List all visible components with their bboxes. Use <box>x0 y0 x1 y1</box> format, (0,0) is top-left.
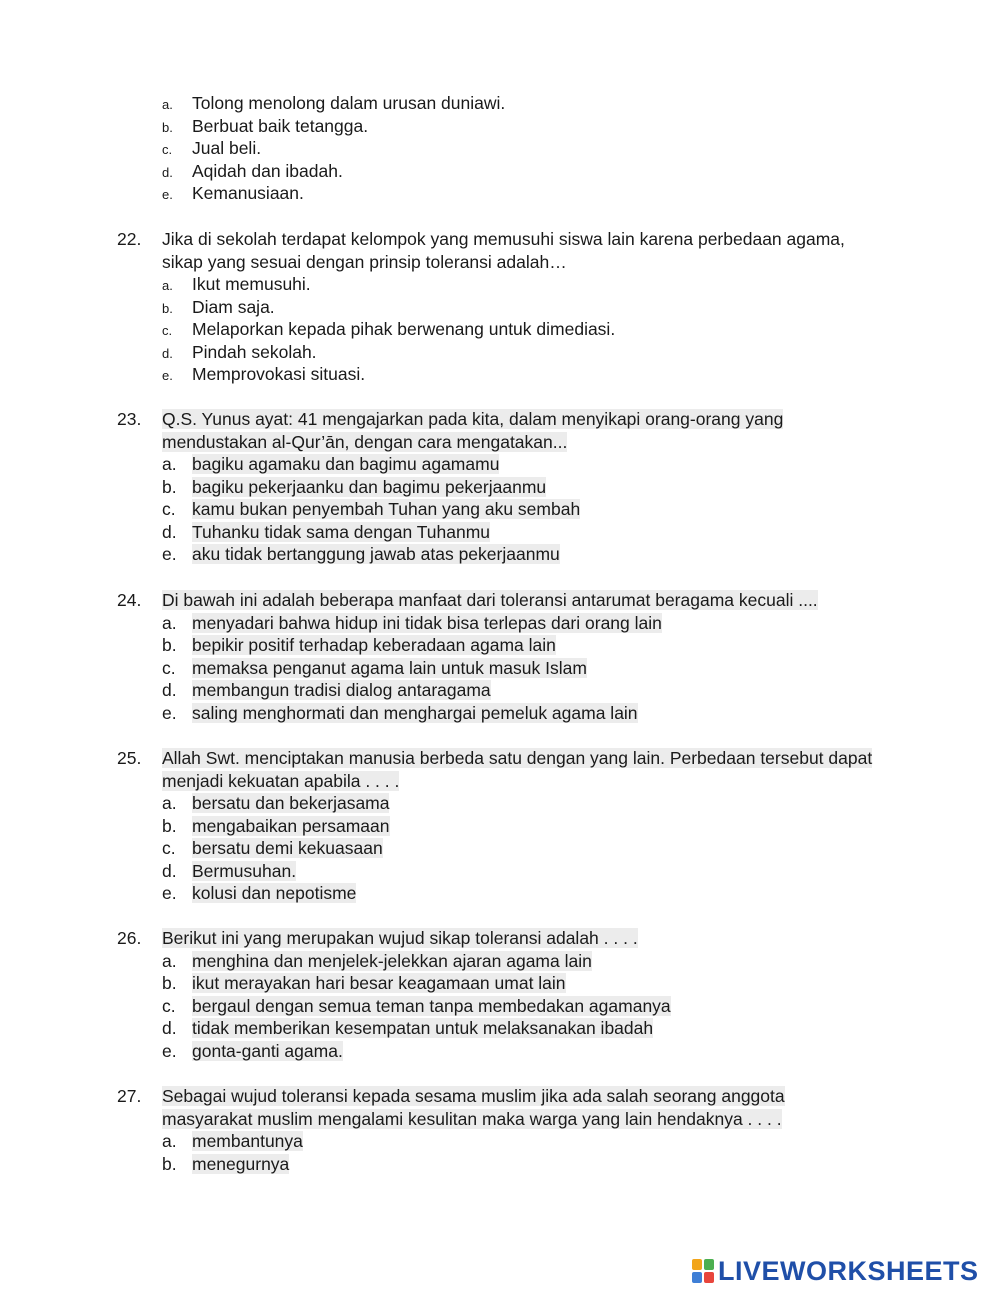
option-row[interactable] <box>162 92 505 115</box>
option-row[interactable] <box>162 115 505 138</box>
option-text: menegurnya <box>192 1153 290 1174</box>
option-letter: a. <box>162 97 173 112</box>
option-row[interactable] <box>162 296 917 319</box>
question-21-options <box>162 92 505 205</box>
option-row[interactable] <box>162 995 917 1018</box>
option-text: aku tidak bertanggung jawab atas pekerjaanmu <box>192 544 560 564</box>
question-text: Di bawah ini adalah beberapa manfaat dari toleransi antarumat beragama kecuali .... <box>162 590 818 610</box>
option-row[interactable] <box>162 318 917 341</box>
option-text: bersatu dan bekerjasama <box>192 793 390 813</box>
option-row[interactable] <box>162 498 917 521</box>
question-25 <box>117 747 917 905</box>
question-text: Q.S. Yunus ayat: 41 mengajarkan pada kita, dalam menyikapi orang-orang yang mendustakan al-Qur’ān, dengan cara mengatakan... <box>162 409 784 452</box>
option-letter: a. <box>162 612 177 633</box>
option-row[interactable] <box>162 160 505 183</box>
option-text: bagiku agamaku dan bagimu agamamu <box>192 454 500 474</box>
option-row[interactable] <box>162 1040 917 1063</box>
option-text: Aqidah dan ibadah. <box>192 160 343 181</box>
option-row[interactable] <box>162 679 917 702</box>
option-letter: e. <box>162 368 173 383</box>
option-text: mengabaikan persamaan <box>192 815 390 836</box>
option-row[interactable] <box>162 837 917 860</box>
option-text: Tolong menolong dalam urusan duniawi. <box>192 93 506 113</box>
option-text: Ikut memusuhi. <box>192 274 311 294</box>
logo-text: LIVEWORKSHEETS <box>718 1255 979 1286</box>
option-text: menghina dan menjelek-jelekkan ajaran agama lain <box>192 950 592 971</box>
option-text: memaksa penganut agama lain untuk masuk Islam <box>192 657 587 678</box>
option-letter: a. <box>162 950 177 971</box>
option-letter: c. <box>162 657 176 678</box>
option-row[interactable] <box>162 543 917 566</box>
question-24 <box>117 589 917 724</box>
question-number: 23. <box>117 409 142 429</box>
option-text: kamu bukan penyembah Tuhan yang aku sembah <box>192 499 581 519</box>
option-row[interactable] <box>162 950 917 973</box>
option-letter: d. <box>162 345 173 361</box>
option-letter: b. <box>162 973 177 993</box>
option-letter: c. <box>162 142 173 157</box>
option-letter: d. <box>162 680 177 700</box>
option-letter: e. <box>162 187 173 202</box>
option-row[interactable] <box>162 657 917 680</box>
option-text: membantunya <box>192 1131 303 1151</box>
option-letter: c. <box>162 838 176 858</box>
option-letter: c. <box>162 499 176 519</box>
option-text: bagiku pekerjaanku dan bagimu pekerjaanmu <box>192 476 547 497</box>
liveworksheets-logo-icon <box>692 1259 714 1283</box>
question-text: Sebagai wujud toleransi kepada sesama muslim jika ada salah seorang anggota masyarakat muslim mengalami kesulitan maka warga yang lain hendaknya . . . . <box>162 1086 785 1129</box>
option-letter: b. <box>162 1153 177 1174</box>
option-letter: a. <box>162 793 177 813</box>
option-text: Berbuat baik tetangga. <box>192 115 369 136</box>
option-text: Tuhanku tidak sama dengan Tuhanmu <box>192 521 491 542</box>
option-row[interactable] <box>162 972 917 995</box>
option-letter: d. <box>162 1018 177 1038</box>
question-number: 24. <box>117 590 142 610</box>
option-row[interactable] <box>162 1017 917 1040</box>
option-letter: c. <box>162 323 173 338</box>
option-letter: d. <box>162 860 177 881</box>
option-letter: b. <box>162 476 177 497</box>
option-text: saling menghormati dan menghargai pemeluk agama lain <box>192 702 638 723</box>
option-text: Diam saja. <box>192 296 275 317</box>
question-text: Berikut ini yang merupakan wujud sikap toleransi adalah . . . . <box>162 928 638 948</box>
option-row[interactable] <box>162 1153 917 1176</box>
option-row[interactable] <box>162 363 917 386</box>
option-letter: e. <box>162 544 177 564</box>
question-26 <box>117 927 917 1062</box>
option-text: tidak memberikan kesempatan untuk melaksanakan ibadah <box>192 1018 654 1038</box>
liveworksheets-logo[interactable] <box>692 1256 979 1286</box>
option-letter: d. <box>162 521 177 542</box>
option-text: menyadari bahwa hidup ini tidak bisa terlepas dari orang lain <box>192 612 662 633</box>
option-letter: e. <box>162 1040 177 1061</box>
option-row[interactable] <box>162 702 917 725</box>
option-text: Bermusuhan. <box>192 860 297 881</box>
option-row[interactable] <box>162 882 917 905</box>
option-row[interactable] <box>162 182 505 205</box>
option-letter: e. <box>162 702 177 723</box>
option-letter: e. <box>162 883 177 903</box>
option-row[interactable] <box>162 815 917 838</box>
option-letter: b. <box>162 119 173 135</box>
option-row[interactable] <box>162 612 917 635</box>
option-text: bergaul dengan semua teman tanpa membedakan agamanya <box>192 995 671 1016</box>
option-row[interactable] <box>162 137 505 160</box>
option-text: Kemanusiaan. <box>192 183 304 203</box>
option-letter: d. <box>162 164 173 180</box>
question-number: 22. <box>117 229 142 249</box>
question-27 <box>117 1085 917 1175</box>
option-text: Jual beli. <box>192 138 262 158</box>
option-text: Memprovokasi situasi. <box>192 364 366 384</box>
option-row[interactable] <box>162 792 917 815</box>
option-letter: b. <box>162 635 177 655</box>
option-text: Melaporkan kepada pihak berwenang untuk dimediasi. <box>192 319 616 339</box>
question-text: Allah Swt. menciptakan manusia berbeda satu dengan yang lain. Perbedaan tersebut dapat menjadi kekuatan apabila . . . . <box>162 748 873 791</box>
option-text: gonta-ganti agama. <box>192 1040 343 1061</box>
option-letter: a. <box>162 1131 177 1151</box>
option-row[interactable] <box>162 453 917 476</box>
option-row[interactable] <box>162 1130 917 1153</box>
option-letter: c. <box>162 995 176 1016</box>
question-text: Jika di sekolah terdapat kelompok yang memusuhi siswa lain karena perbedaan agama, sikap yang sesuai dengan prinsip toleransi adalah… <box>162 229 845 272</box>
option-text: Pindah sekolah. <box>192 341 317 362</box>
option-row[interactable] <box>162 521 917 544</box>
option-text: kolusi dan nepotisme <box>192 883 357 903</box>
question-number: 27. <box>117 1086 142 1106</box>
question-number: 26. <box>117 928 142 948</box>
option-text: membangun tradisi dialog antaragama <box>192 680 491 700</box>
option-row[interactable] <box>162 634 917 657</box>
option-row[interactable] <box>162 476 917 499</box>
question-number: 25. <box>117 748 142 768</box>
question-23 <box>117 408 917 566</box>
option-row[interactable] <box>162 273 917 296</box>
question-22 <box>117 228 917 386</box>
option-letter: b. <box>162 815 177 836</box>
option-letter: a. <box>162 278 173 293</box>
option-text: bersatu demi kekuasaan <box>192 838 383 858</box>
option-letter: b. <box>162 300 173 316</box>
option-row[interactable] <box>162 341 917 364</box>
option-text: ikut merayakan hari besar keagamaan umat lain <box>192 973 566 993</box>
option-letter: a. <box>162 454 177 474</box>
option-row[interactable] <box>162 860 917 883</box>
option-text: bepikir positif terhadap keberadaan agama lain <box>192 635 556 655</box>
